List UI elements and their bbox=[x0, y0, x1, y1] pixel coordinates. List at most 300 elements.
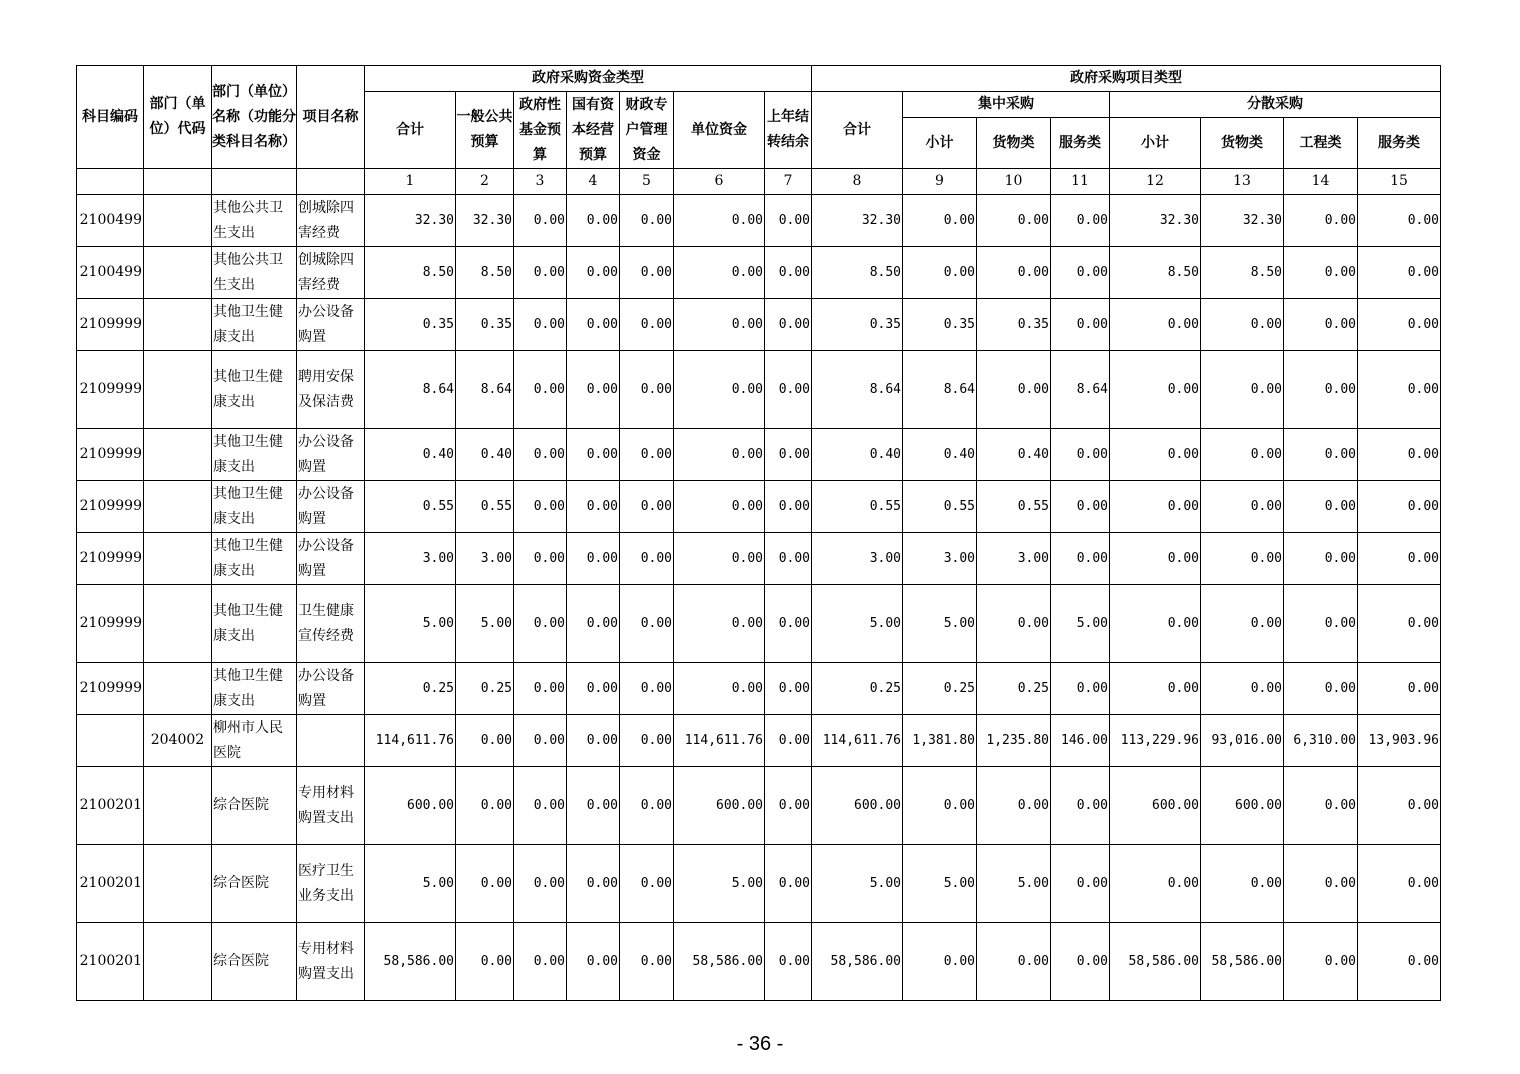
value-cell: 0.00 bbox=[620, 481, 674, 533]
value-cell: 8.64 bbox=[456, 351, 514, 429]
value-cell: 58,586.00 bbox=[1201, 923, 1284, 1001]
value-cell: 0.00 bbox=[456, 715, 514, 767]
value-cell: 0.35 bbox=[977, 299, 1051, 351]
project-name-cell: 办公设备购置 bbox=[297, 663, 365, 715]
dept-code-cell bbox=[144, 195, 212, 247]
value-cell: 8.50 bbox=[365, 247, 456, 299]
column-number: 11 bbox=[1051, 169, 1110, 195]
value-cell: 0.00 bbox=[567, 351, 620, 429]
value-cell: 0.00 bbox=[765, 299, 812, 351]
value-cell: 0.00 bbox=[674, 429, 765, 481]
value-cell: 58,586.00 bbox=[365, 923, 456, 1001]
value-cell: 0.00 bbox=[674, 299, 765, 351]
value-cell: 0.00 bbox=[1284, 299, 1358, 351]
value-cell: 113,229.96 bbox=[1110, 715, 1201, 767]
dept-name-cell: 其他公共卫生支出 bbox=[212, 247, 297, 299]
project-name-cell: 专用材料购置支出 bbox=[297, 923, 365, 1001]
value-cell: 32.30 bbox=[365, 195, 456, 247]
value-cell: 0.00 bbox=[1358, 481, 1441, 533]
value-cell: 0.00 bbox=[1110, 429, 1201, 481]
header-fiscal-account-fund: 财政专户管理资金 bbox=[620, 92, 674, 169]
value-cell: 600.00 bbox=[1201, 767, 1284, 845]
dept-code-cell bbox=[144, 481, 212, 533]
table-row bbox=[77, 585, 1441, 663]
value-cell: 0.00 bbox=[1284, 195, 1358, 247]
dept-name-cell: 综合医院 bbox=[212, 767, 297, 845]
value-cell: 0.00 bbox=[514, 481, 567, 533]
value-cell: 0.00 bbox=[903, 195, 977, 247]
column-number-spacer bbox=[212, 169, 297, 195]
value-cell: 0.35 bbox=[365, 299, 456, 351]
value-cell: 0.00 bbox=[456, 845, 514, 923]
dept-name-cell: 其他卫生健康支出 bbox=[212, 351, 297, 429]
header-project-name: 项目名称 bbox=[297, 66, 365, 169]
value-cell: 0.00 bbox=[1110, 351, 1201, 429]
value-cell: 0.00 bbox=[567, 299, 620, 351]
value-cell: 5.00 bbox=[674, 845, 765, 923]
value-cell: 0.00 bbox=[620, 767, 674, 845]
value-cell: 0.00 bbox=[674, 481, 765, 533]
value-cell: 0.00 bbox=[1051, 923, 1110, 1001]
value-cell: 0.40 bbox=[365, 429, 456, 481]
value-cell: 0.25 bbox=[903, 663, 977, 715]
project-name-cell: 创城除四害经费 bbox=[297, 195, 365, 247]
value-cell: 600.00 bbox=[674, 767, 765, 845]
column-number: 15 bbox=[1358, 169, 1441, 195]
project-name-cell: 医疗卫生业务支出 bbox=[297, 845, 365, 923]
value-cell: 0.00 bbox=[514, 429, 567, 481]
column-number: 4 bbox=[567, 169, 620, 195]
value-cell: 0.00 bbox=[1284, 923, 1358, 1001]
value-cell: 58,586.00 bbox=[812, 923, 903, 1001]
value-cell: 6,310.00 bbox=[1284, 715, 1358, 767]
column-number: 12 bbox=[1110, 169, 1201, 195]
subject-code-cell: 2109999 bbox=[77, 299, 144, 351]
value-cell: 0.00 bbox=[977, 767, 1051, 845]
column-number: 2 bbox=[456, 169, 514, 195]
value-cell: 0.00 bbox=[674, 247, 765, 299]
table-row bbox=[77, 299, 1441, 351]
value-cell: 32.30 bbox=[1110, 195, 1201, 247]
value-cell: 0.00 bbox=[514, 351, 567, 429]
value-cell: 0.00 bbox=[514, 767, 567, 845]
value-cell: 0.00 bbox=[1358, 299, 1441, 351]
value-cell: 0.00 bbox=[620, 585, 674, 663]
dept-code-cell bbox=[144, 299, 212, 351]
value-cell: 0.00 bbox=[1051, 533, 1110, 585]
value-cell: 0.00 bbox=[567, 585, 620, 663]
value-cell: 0.00 bbox=[456, 767, 514, 845]
value-cell: 0.55 bbox=[365, 481, 456, 533]
header-general-budget: 一般公共预算 bbox=[456, 92, 514, 169]
value-cell: 8.64 bbox=[365, 351, 456, 429]
table-row bbox=[77, 663, 1441, 715]
value-cell: 5.00 bbox=[812, 585, 903, 663]
header-dept-code: 部门（单位）代码 bbox=[144, 66, 212, 169]
project-name-cell: 办公设备购置 bbox=[297, 481, 365, 533]
dept-code-cell bbox=[144, 923, 212, 1001]
value-cell: 146.00 bbox=[1051, 715, 1110, 767]
dept-code-cell bbox=[144, 663, 212, 715]
value-cell: 3.00 bbox=[812, 533, 903, 585]
value-cell: 5.00 bbox=[365, 845, 456, 923]
dept-code-cell bbox=[144, 351, 212, 429]
subject-code-cell: 2109999 bbox=[77, 351, 144, 429]
value-cell: 0.00 bbox=[620, 247, 674, 299]
value-cell: 0.00 bbox=[1358, 585, 1441, 663]
column-number-row bbox=[77, 169, 1441, 195]
value-cell: 0.40 bbox=[903, 429, 977, 481]
dept-name-cell: 其他公共卫生支出 bbox=[212, 195, 297, 247]
value-cell: 0.00 bbox=[1284, 585, 1358, 663]
value-cell: 0.00 bbox=[567, 429, 620, 481]
value-cell: 0.00 bbox=[765, 845, 812, 923]
dept-code-cell bbox=[144, 247, 212, 299]
value-cell: 5.00 bbox=[903, 585, 977, 663]
value-cell: 3.00 bbox=[365, 533, 456, 585]
table-row bbox=[77, 195, 1441, 247]
subject-code-cell: 2109999 bbox=[77, 429, 144, 481]
value-cell: 0.00 bbox=[765, 663, 812, 715]
value-cell: 0.00 bbox=[567, 663, 620, 715]
value-cell: 0.00 bbox=[674, 533, 765, 585]
header-subtotal-decentralized: 小计 bbox=[1110, 118, 1201, 169]
dept-name-cell: 其他卫生健康支出 bbox=[212, 481, 297, 533]
header-decentralized: 分散采购 bbox=[1110, 92, 1441, 118]
value-cell: 5.00 bbox=[1051, 585, 1110, 663]
value-cell: 0.00 bbox=[1051, 767, 1110, 845]
header-service-decentralized: 服务类 bbox=[1358, 118, 1441, 169]
value-cell: 0.00 bbox=[1201, 663, 1284, 715]
column-number: 5 bbox=[620, 169, 674, 195]
value-cell: 0.00 bbox=[903, 923, 977, 1001]
value-cell: 0.35 bbox=[456, 299, 514, 351]
table-row bbox=[77, 351, 1441, 429]
value-cell: 3.00 bbox=[456, 533, 514, 585]
value-cell: 8.64 bbox=[1051, 351, 1110, 429]
value-cell: 114,611.76 bbox=[674, 715, 765, 767]
header-service-centralized: 服务类 bbox=[1051, 118, 1110, 169]
value-cell: 0.00 bbox=[903, 247, 977, 299]
value-cell: 0.00 bbox=[1051, 481, 1110, 533]
value-cell: 0.00 bbox=[620, 195, 674, 247]
subject-code-cell: 2100499 bbox=[77, 247, 144, 299]
dept-code-cell bbox=[144, 585, 212, 663]
value-cell: 600.00 bbox=[812, 767, 903, 845]
header-dept-name: 部门（单位）名称（功能分类科目名称） bbox=[212, 66, 297, 169]
procurement-table bbox=[76, 65, 1441, 1001]
value-cell: 0.00 bbox=[1110, 533, 1201, 585]
value-cell: 0.00 bbox=[765, 715, 812, 767]
value-cell: 0.00 bbox=[1358, 767, 1441, 845]
value-cell: 0.00 bbox=[674, 195, 765, 247]
value-cell: 0.00 bbox=[514, 585, 567, 663]
value-cell: 0.00 bbox=[1284, 533, 1358, 585]
value-cell: 0.00 bbox=[514, 533, 567, 585]
value-cell: 8.50 bbox=[1110, 247, 1201, 299]
value-cell: 0.00 bbox=[620, 715, 674, 767]
value-cell: 58,586.00 bbox=[1110, 923, 1201, 1001]
value-cell: 3.00 bbox=[977, 533, 1051, 585]
subject-code-cell: 2109999 bbox=[77, 585, 144, 663]
column-number-spacer bbox=[77, 169, 144, 195]
table-row bbox=[77, 533, 1441, 585]
dept-code-cell bbox=[144, 845, 212, 923]
table-row bbox=[77, 247, 1441, 299]
value-cell: 0.00 bbox=[514, 845, 567, 923]
value-cell: 0.55 bbox=[903, 481, 977, 533]
value-cell: 0.00 bbox=[1110, 845, 1201, 923]
value-cell: 0.00 bbox=[1051, 195, 1110, 247]
value-cell: 0.00 bbox=[620, 533, 674, 585]
project-name-cell: 办公设备购置 bbox=[297, 299, 365, 351]
value-cell: 0.00 bbox=[1284, 429, 1358, 481]
column-number: 9 bbox=[903, 169, 977, 195]
value-cell: 0.00 bbox=[1201, 351, 1284, 429]
value-cell: 0.00 bbox=[765, 429, 812, 481]
header-fund-total: 合计 bbox=[365, 92, 456, 169]
value-cell: 0.00 bbox=[1284, 663, 1358, 715]
header-works-decentralized: 工程类 bbox=[1284, 118, 1358, 169]
header-subtotal-centralized: 小计 bbox=[903, 118, 977, 169]
value-cell: 114,611.76 bbox=[365, 715, 456, 767]
dept-name-cell: 综合医院 bbox=[212, 923, 297, 1001]
column-number: 1 bbox=[365, 169, 456, 195]
project-name-cell: 聘用安保及保洁费 bbox=[297, 351, 365, 429]
value-cell: 3.00 bbox=[903, 533, 977, 585]
dept-name-cell: 其他卫生健康支出 bbox=[212, 585, 297, 663]
value-cell: 0.00 bbox=[1284, 351, 1358, 429]
dept-name-cell: 其他卫生健康支出 bbox=[212, 429, 297, 481]
value-cell: 0.00 bbox=[567, 845, 620, 923]
dept-name-cell: 综合医院 bbox=[212, 845, 297, 923]
dept-code-cell bbox=[144, 767, 212, 845]
value-cell: 0.00 bbox=[514, 195, 567, 247]
value-cell: 0.00 bbox=[765, 247, 812, 299]
value-cell: 8.50 bbox=[456, 247, 514, 299]
value-cell: 0.00 bbox=[1201, 429, 1284, 481]
value-cell: 58,586.00 bbox=[674, 923, 765, 1001]
value-cell: 5.00 bbox=[812, 845, 903, 923]
value-cell: 0.00 bbox=[765, 767, 812, 845]
dept-name-cell: 其他卫生健康支出 bbox=[212, 299, 297, 351]
table-row bbox=[77, 481, 1441, 533]
value-cell: 0.00 bbox=[567, 195, 620, 247]
value-cell: 0.35 bbox=[903, 299, 977, 351]
table-row bbox=[77, 845, 1441, 923]
value-cell: 0.00 bbox=[1284, 845, 1358, 923]
header-unit-fund: 单位资金 bbox=[674, 92, 765, 169]
value-cell: 0.00 bbox=[1201, 481, 1284, 533]
value-cell: 0.00 bbox=[1110, 663, 1201, 715]
value-cell: 0.00 bbox=[1358, 845, 1441, 923]
header-carryover: 上年结转结余 bbox=[765, 92, 812, 169]
header-subject-code: 科目编码 bbox=[77, 66, 144, 169]
value-cell: 600.00 bbox=[365, 767, 456, 845]
value-cell: 0.55 bbox=[977, 481, 1051, 533]
value-cell: 0.00 bbox=[903, 767, 977, 845]
value-cell: 1,381.80 bbox=[903, 715, 977, 767]
header-project-type-group: 政府采购项目类型 bbox=[812, 66, 1441, 92]
value-cell: 0.00 bbox=[1201, 299, 1284, 351]
header-centralized: 集中采购 bbox=[903, 92, 1110, 118]
value-cell: 0.40 bbox=[977, 429, 1051, 481]
value-cell: 8.64 bbox=[812, 351, 903, 429]
value-cell: 0.00 bbox=[765, 351, 812, 429]
value-cell: 0.00 bbox=[620, 845, 674, 923]
value-cell: 13,903.96 bbox=[1358, 715, 1441, 767]
dept-code-cell bbox=[144, 533, 212, 585]
value-cell: 0.00 bbox=[1051, 663, 1110, 715]
value-cell: 8.50 bbox=[812, 247, 903, 299]
value-cell: 0.25 bbox=[977, 663, 1051, 715]
project-name-cell: 专用材料购置支出 bbox=[297, 767, 365, 845]
value-cell: 0.00 bbox=[674, 663, 765, 715]
value-cell: 5.00 bbox=[456, 585, 514, 663]
value-cell: 0.00 bbox=[765, 481, 812, 533]
value-cell: 0.00 bbox=[1201, 585, 1284, 663]
value-cell: 0.00 bbox=[977, 195, 1051, 247]
value-cell: 32.30 bbox=[812, 195, 903, 247]
value-cell: 0.00 bbox=[1358, 533, 1441, 585]
value-cell: 0.00 bbox=[620, 663, 674, 715]
value-cell: 0.00 bbox=[977, 351, 1051, 429]
value-cell: 0.00 bbox=[620, 351, 674, 429]
value-cell: 0.55 bbox=[456, 481, 514, 533]
table-header bbox=[77, 66, 1441, 195]
value-cell: 5.00 bbox=[977, 845, 1051, 923]
value-cell: 0.00 bbox=[514, 247, 567, 299]
value-cell: 0.00 bbox=[514, 299, 567, 351]
value-cell: 0.00 bbox=[620, 299, 674, 351]
table-row bbox=[77, 923, 1441, 1001]
value-cell: 0.00 bbox=[765, 585, 812, 663]
value-cell: 0.00 bbox=[1110, 299, 1201, 351]
value-cell: 0.00 bbox=[1051, 247, 1110, 299]
value-cell: 0.00 bbox=[1358, 663, 1441, 715]
value-cell: 0.40 bbox=[812, 429, 903, 481]
header-goods-centralized: 货物类 bbox=[977, 118, 1051, 169]
value-cell: 0.00 bbox=[514, 715, 567, 767]
value-cell: 8.50 bbox=[1201, 247, 1284, 299]
value-cell: 0.25 bbox=[365, 663, 456, 715]
value-cell: 0.00 bbox=[1284, 481, 1358, 533]
value-cell: 32.30 bbox=[456, 195, 514, 247]
subject-code-cell: 2100201 bbox=[77, 767, 144, 845]
value-cell: 0.35 bbox=[812, 299, 903, 351]
value-cell: 8.64 bbox=[903, 351, 977, 429]
table-row bbox=[77, 767, 1441, 845]
header-fund-type-group: 政府采购资金类型 bbox=[365, 66, 812, 92]
header-gov-fund-budget: 政府性基金预算 bbox=[514, 92, 567, 169]
value-cell: 0.55 bbox=[812, 481, 903, 533]
subject-code-cell: 2109999 bbox=[77, 663, 144, 715]
value-cell: 93,016.00 bbox=[1201, 715, 1284, 767]
table-row bbox=[77, 429, 1441, 481]
value-cell: 0.00 bbox=[1358, 923, 1441, 1001]
column-number: 8 bbox=[812, 169, 903, 195]
dept-name-cell: 其他卫生健康支出 bbox=[212, 533, 297, 585]
value-cell: 0.00 bbox=[1051, 845, 1110, 923]
value-cell: 0.00 bbox=[620, 923, 674, 1001]
value-cell: 0.00 bbox=[620, 429, 674, 481]
value-cell: 0.25 bbox=[812, 663, 903, 715]
dept-name-cell: 其他卫生健康支出 bbox=[212, 663, 297, 715]
value-cell: 0.00 bbox=[674, 585, 765, 663]
value-cell: 0.00 bbox=[1358, 351, 1441, 429]
value-cell: 0.00 bbox=[567, 715, 620, 767]
column-number: 7 bbox=[765, 169, 812, 195]
column-number: 6 bbox=[674, 169, 765, 195]
table-body bbox=[77, 195, 1441, 1001]
value-cell: 0.00 bbox=[1284, 247, 1358, 299]
value-cell: 0.00 bbox=[1358, 247, 1441, 299]
column-number: 3 bbox=[514, 169, 567, 195]
value-cell: 0.00 bbox=[1358, 195, 1441, 247]
subject-code-cell bbox=[77, 715, 144, 767]
value-cell: 0.00 bbox=[514, 663, 567, 715]
project-name-cell: 创城除四害经费 bbox=[297, 247, 365, 299]
value-cell: 0.00 bbox=[1358, 429, 1441, 481]
value-cell: 32.30 bbox=[1201, 195, 1284, 247]
dept-code-cell bbox=[144, 429, 212, 481]
subject-code-cell: 2109999 bbox=[77, 481, 144, 533]
value-cell: 0.00 bbox=[1201, 845, 1284, 923]
column-number: 13 bbox=[1201, 169, 1284, 195]
column-number-spacer bbox=[297, 169, 365, 195]
value-cell: 114,611.76 bbox=[812, 715, 903, 767]
value-cell: 0.00 bbox=[1051, 429, 1110, 481]
project-name-cell: 卫生健康宣传经费 bbox=[297, 585, 365, 663]
value-cell: 0.40 bbox=[456, 429, 514, 481]
value-cell: 0.00 bbox=[456, 923, 514, 1001]
value-cell: 0.00 bbox=[567, 533, 620, 585]
value-cell: 0.00 bbox=[765, 923, 812, 1001]
project-name-cell: 办公设备购置 bbox=[297, 533, 365, 585]
subject-code-cell: 2100201 bbox=[77, 845, 144, 923]
value-cell: 600.00 bbox=[1110, 767, 1201, 845]
column-number-spacer bbox=[144, 169, 212, 195]
subject-code-cell: 2100499 bbox=[77, 195, 144, 247]
table-row bbox=[77, 715, 1441, 767]
value-cell: 0.00 bbox=[765, 533, 812, 585]
value-cell: 0.00 bbox=[977, 247, 1051, 299]
dept-code-cell: 204002 bbox=[144, 715, 212, 767]
subject-code-cell: 2100201 bbox=[77, 923, 144, 1001]
header-project-total: 合计 bbox=[812, 92, 903, 169]
value-cell: 5.00 bbox=[903, 845, 977, 923]
dept-name-cell: 柳州市人民医院 bbox=[212, 715, 297, 767]
value-cell: 0.00 bbox=[567, 923, 620, 1001]
column-number: 14 bbox=[1284, 169, 1358, 195]
value-cell: 0.00 bbox=[567, 767, 620, 845]
page-number: - 36 - bbox=[736, 1033, 784, 1055]
value-cell: 0.00 bbox=[765, 195, 812, 247]
project-name-cell: 办公设备购置 bbox=[297, 429, 365, 481]
value-cell: 0.00 bbox=[674, 351, 765, 429]
value-cell: 1,235.80 bbox=[977, 715, 1051, 767]
value-cell: 0.00 bbox=[1284, 767, 1358, 845]
project-name-cell bbox=[297, 715, 365, 767]
subject-code-cell: 2109999 bbox=[77, 533, 144, 585]
value-cell: 0.00 bbox=[514, 923, 567, 1001]
value-cell: 0.00 bbox=[977, 923, 1051, 1001]
value-cell: 5.00 bbox=[365, 585, 456, 663]
header-goods-decentralized: 货物类 bbox=[1201, 118, 1284, 169]
column-number: 10 bbox=[977, 169, 1051, 195]
value-cell: 0.00 bbox=[1201, 533, 1284, 585]
value-cell: 0.00 bbox=[1110, 585, 1201, 663]
